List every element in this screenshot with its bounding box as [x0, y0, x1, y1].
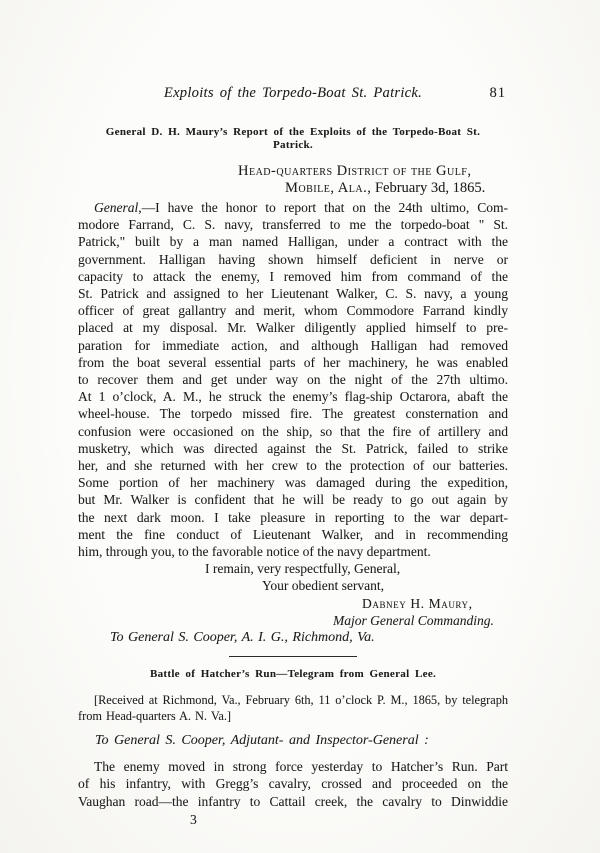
report-body-line: modore Farrand, C. S. navy, transferred to me the torpedo-boat " St.	[78, 217, 508, 233]
report-body-line: wheel-house. The torpedo missed fire. The greatest consternation and	[78, 406, 508, 422]
report-body-line: government. Halligan having shown himself deficient in nerve or	[78, 251, 508, 267]
closing-courtesy-line: I remain, very respectfully, General,	[205, 561, 401, 577]
page-signature-number: 3	[190, 811, 197, 827]
report-body-line: At 1 o’clock, A. M., he struck the enemy’s flag-ship Octarora, abaft the	[78, 389, 508, 405]
text-column	[78, 0, 508, 828]
report-body-line: ment the fine conduct of Lieutenant Walker, and in recommending	[78, 526, 508, 542]
telegram-heading: Battle of Hatcher’s Run—Telegram from General Lee.	[149, 668, 437, 681]
dateline-date-line	[78, 180, 508, 197]
page-number: 81	[489, 85, 506, 101]
report-body-line: officer of great gallantry and merit, whom Commodore Farrand kindly	[78, 303, 508, 319]
telegram-body-line: Vaughan road—the infantry to Cattail creek, the cavalry to Dinwiddie	[78, 793, 508, 809]
report-heading	[78, 126, 508, 152]
report-closing	[78, 560, 508, 629]
running-head	[78, 84, 508, 102]
dateline-city: Mobile, Ala.,	[285, 180, 372, 196]
report-body-line: paration for immediate action, and although Halligan had removed	[78, 337, 508, 353]
section-divider-rule	[229, 656, 357, 657]
report-body-line: confusion were occasioned on the ship, so that the fire of artillery and	[78, 423, 508, 439]
dateline	[78, 163, 508, 197]
report-body-paragraph	[78, 199, 508, 560]
report-body-line: her, and she returned with her crew to the protection of our batteries.	[78, 458, 508, 474]
dateline-date: February 3d, 1865.	[371, 180, 486, 196]
report-body-line: from the boat several essential parts of her machinery, he was enabled	[78, 354, 508, 370]
report-addressee: To General S. Cooper, A. I. G., Richmond, Va.	[110, 630, 375, 646]
report-body-line: General,—I have the honor to report that on the 24th ultimo, Com-	[94, 200, 508, 215]
report-body-line: musketry, which was directed against the St. Patrick, failed to strike	[78, 440, 508, 456]
received-note-line: from Head-quarters A. N. Va.]	[78, 709, 231, 724]
report-body-line: to recover them and get under way on the night of the 27th ultimo.	[78, 372, 508, 388]
telegram-body-line: of his infantry, with Gregg’s cavalry, crossed and proceeded on the	[78, 776, 508, 792]
report-body-line: capacity to attack the enemy, I removed him from command of the	[78, 268, 508, 284]
telegram-body-paragraph	[78, 758, 508, 810]
telegram-salutation: To General S. Cooper, Adjutant- and Inspector-General :	[95, 733, 429, 749]
report-body-line: Patrick," built by a man named Halligan, under a contract with the	[78, 234, 508, 250]
dateline-headquarters: Head-quarters District of the Gulf,	[238, 163, 472, 179]
received-note-line: [Received at Richmond, Va., February 6th, 11 o’clock P. M., 1865, by telegraph	[94, 693, 508, 708]
running-head-title: Exploits of the Torpedo-Boat St. Patrick.	[163, 85, 423, 101]
report-body-line: Some portion of her machinery was damaged during the expedition,	[78, 475, 508, 491]
report-body-line: placed at my disposal. Mr. Walker diligently applied himself to pre-	[78, 320, 508, 336]
signature-name: Dabney H. Maury,	[362, 595, 473, 611]
telegram-body-line: The enemy moved in strong force yesterday to Hatcher’s Run. Part	[94, 759, 508, 775]
closing-servant-line: Your obedient servant,	[262, 578, 384, 594]
report-heading-line: Patrick.	[273, 139, 313, 151]
report-body-line: St. Patrick and assigned to her Lieutenant Walker, C. S. navy, a young	[78, 286, 508, 302]
report-body-line: but Mr. Walker is confident that he will be ready to go out again by	[78, 492, 508, 508]
telegram-received-note	[78, 692, 508, 724]
report-body-line: the next dark moon. I take pleasure in reporting to the war depart-	[78, 509, 508, 525]
report-heading-line: General D. H. Maury’s Report of the Exploits of the Torpedo-Boat St.	[105, 126, 481, 138]
signature-title: Major General Commanding.	[333, 612, 494, 628]
report-body-line: him, through you, to the favorable notice of the navy department.	[78, 544, 431, 560]
